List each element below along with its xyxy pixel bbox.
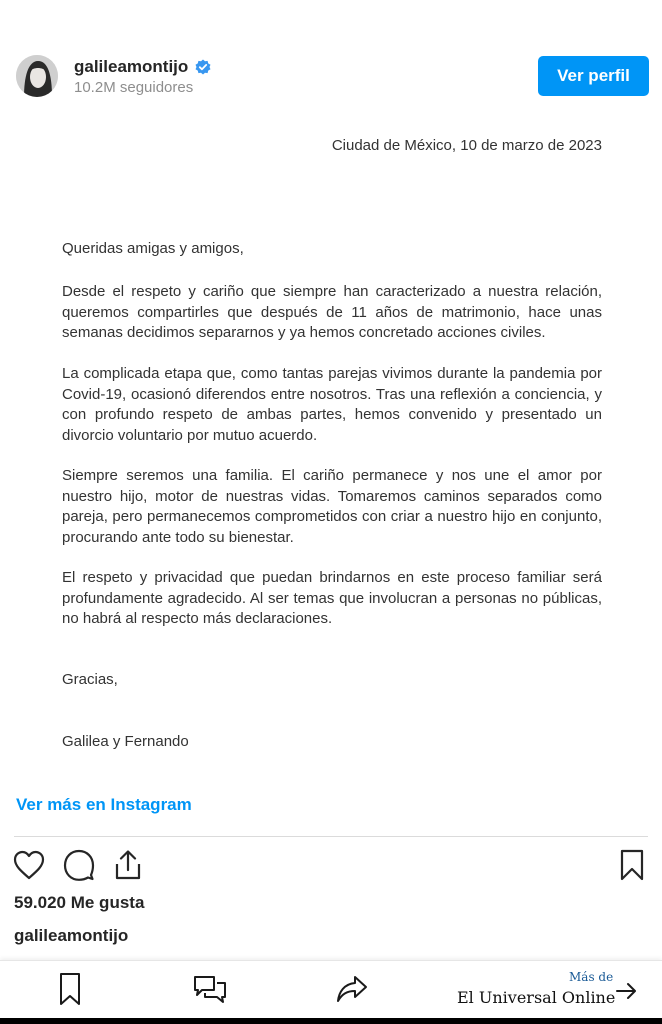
- follower-count: 10.2M seguidores: [74, 79, 194, 96]
- comment-button[interactable]: [62, 848, 96, 882]
- letter-signature: Galilea y Fernando: [62, 733, 189, 750]
- share-button[interactable]: [111, 848, 145, 882]
- system-nav-strip: [0, 1018, 662, 1024]
- comments-icon: [192, 973, 228, 1005]
- see-more-on-instagram-link[interactable]: Ver más en Instagram: [16, 795, 192, 814]
- letter-paragraph: Desde el respeto y cariño que siempre han caracterizado a nuestra relación, queremos compartirles que después de 11 años de matrimonio, hace unas semanas decidimos separarnos y ya hemos concretado acciones civiles.: [62, 283, 602, 341]
- divider: [14, 836, 648, 837]
- heart-icon: [12, 849, 46, 881]
- save-button[interactable]: [615, 848, 649, 882]
- more-from-label: Más de: [569, 970, 614, 984]
- letter-paragraph: La complicada etapa que, como tantas parejas vivimos durante la pandemia por Covid-19, ocasionó diferendos entre nosotros. Tras una reflexión a conciencia, y con profundo respeto de ambas partes, hemos convenido y presentado un divorcio voluntario por mutuo acuerdo.: [62, 365, 602, 444]
- bookmark-toolbar-button[interactable]: [52, 971, 88, 1007]
- letter-greeting: Queridas amigas y amigos,: [62, 240, 244, 257]
- share-arrow-icon: [335, 974, 369, 1004]
- avatar[interactable]: [16, 55, 58, 97]
- letter-paragraph: El respeto y privacidad que puedan brindarnos en este proceso familiar será profundamente agradecido. Al ser temas que involucran a personas no públicas, no habrá al respecto más declaraciones.: [62, 569, 602, 627]
- bookmark-icon: [618, 848, 646, 882]
- like-count[interactable]: 59.020 Me gusta: [14, 893, 145, 912]
- letter-paragraph: Siempre seremos una familia. El cariño permanece y nos une el amor por nuestro hijo, motor de nuestras vidas. Tomaremos caminos separados como pareja, pero permanecemos comprometidos con criar a nuestro hijo en conjunto, procurando ante todo su bienestar.: [62, 467, 602, 546]
- username[interactable]: [74, 57, 211, 77]
- bookmark-icon: [58, 972, 82, 1006]
- outlet-name-link[interactable]: El Universal Online: [457, 988, 616, 1007]
- comment-bubble-icon: [62, 848, 96, 882]
- view-profile-button[interactable]: Ver perfil: [538, 56, 649, 96]
- post-actions: [0, 846, 662, 886]
- post-header: [0, 0, 662, 108]
- caption-username[interactable]: galileamontijo: [14, 926, 129, 945]
- letter-date: Ciudad de México, 10 de marzo de 2023: [331, 137, 602, 154]
- like-button[interactable]: [12, 848, 46, 882]
- share-toolbar-button[interactable]: [334, 971, 370, 1007]
- username-text[interactable]: galileamontijo: [74, 57, 189, 76]
- arrow-right-icon[interactable]: [614, 979, 638, 1003]
- bottom-toolbar: [0, 960, 662, 1019]
- share-upload-icon: [111, 848, 145, 882]
- comments-toolbar-button[interactable]: [192, 971, 228, 1007]
- letter-closing: Gracias,: [62, 671, 118, 688]
- verified-badge-icon: [195, 59, 211, 75]
